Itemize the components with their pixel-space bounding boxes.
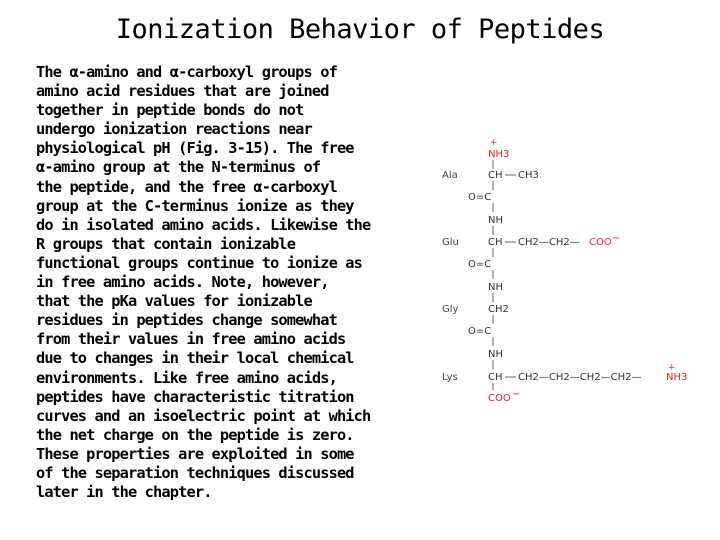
paragraph-line: group at the C-terminus ionize as they (36, 196, 354, 215)
ala-side-chain: CH3 (518, 170, 539, 181)
paragraph-line: curves and an isoelectric point at which (36, 406, 371, 425)
paragraph-line: later in the chapter. (36, 483, 212, 502)
paragraph-line: in free amino acids. Note, however, (36, 273, 329, 292)
ala-alpha-carbon: CH (488, 170, 503, 181)
residue-label-gly: Gly (442, 304, 459, 315)
paragraph-line: peptides have characteristic titration (36, 387, 354, 406)
lys-side-chain: CH2—CH2—CH2—CH2— (518, 372, 642, 383)
paragraph-line: together in peptide bonds do not (36, 101, 304, 120)
c-terminus-charge: − (512, 389, 521, 400)
peptide-carbonyl-2: O=C (468, 259, 492, 270)
paragraph-line: physiological pH (Fig. 3-15). The free (36, 139, 354, 158)
lys-amino: NH3 (666, 372, 688, 383)
n-terminus-amino: NH3 (488, 149, 510, 160)
paragraph-line: The α-amino and α-carboxyl groups of (36, 63, 337, 81)
lys-alpha-carbon: CH (488, 372, 503, 383)
residue-label-lys: Lys (442, 372, 458, 383)
paragraph-line: from their values in free amino acids (36, 330, 346, 349)
paragraph-line: undergo ionization reactions near (36, 120, 312, 139)
page-title: Ionization Behavior of Peptides (115, 14, 605, 45)
paragraph-line: of the separation techniques discussed (36, 463, 354, 482)
peptide-carbonyl-1: O=C (468, 192, 492, 203)
paragraph-line: the peptide, and the free α-carboxyl (36, 177, 337, 196)
paragraph-line: These properties are exploited in some (36, 444, 354, 463)
residue-label-glu: Glu (442, 237, 459, 248)
paragraph-line: the net charge on the peptide is zero. (36, 425, 354, 444)
peptide-carbonyl-3: O=C (468, 326, 492, 337)
paragraph-line: residues in peptides change somewhat (36, 311, 337, 330)
glu-carboxylate: COO (589, 237, 612, 248)
paragraph-line: due to changes in their local chemical (36, 349, 354, 368)
paragraph-line: amino acid residues that are joined (36, 82, 329, 101)
paragraph-line: functional groups continue to ionize as (36, 253, 363, 272)
paragraph-line: R groups that contain ionizable (36, 234, 296, 253)
paragraph-line: environments. Like free amino acids, (36, 368, 337, 387)
paragraph-line: α-amino group at the N-terminus of (36, 158, 321, 177)
c-terminus-carboxylate: COO (488, 393, 511, 404)
glu-side-chain: CH2—CH2— (518, 237, 580, 248)
n-terminus-charge: + (490, 138, 498, 148)
gly-alpha-carbon: CH2 (488, 304, 509, 315)
lys-amino-charge: + (668, 363, 676, 373)
glu-alpha-carbon: CH (488, 237, 503, 248)
glu-carboxylate-charge: − (612, 233, 621, 244)
residue-label-ala: Ala (442, 170, 458, 181)
peptide-structure-figure (432, 132, 720, 412)
amide-2: NH (488, 282, 503, 293)
body-paragraph (36, 63, 436, 502)
paragraph-line: that the pKa values for ionizable (36, 292, 312, 311)
amide-3: NH (488, 349, 503, 360)
amide-1: NH (488, 215, 503, 226)
paragraph-line: do in isolated amino acids. Likewise the (36, 215, 371, 234)
